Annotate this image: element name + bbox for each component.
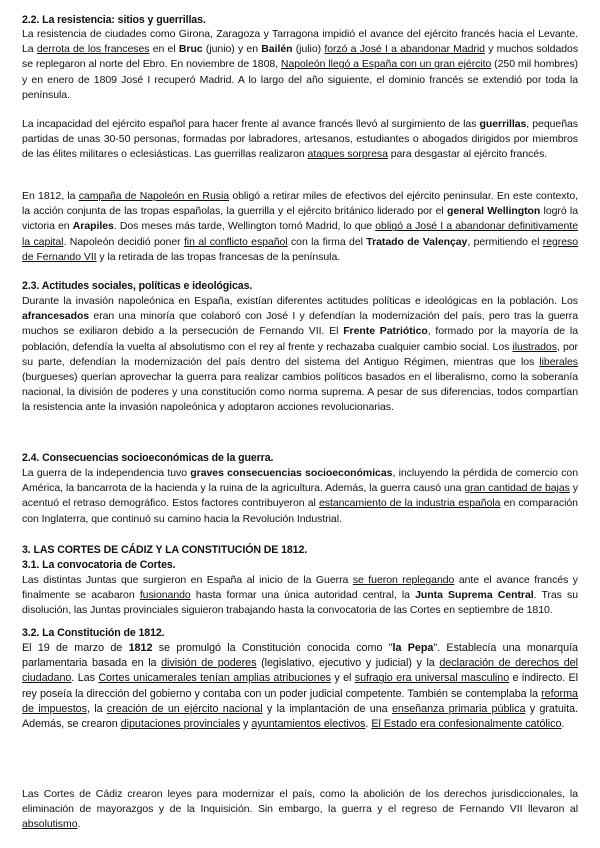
heading-3-1: 3.1. La convocatoria de Cortes. <box>22 559 176 571</box>
bold-term: Frente Patriótico <box>343 325 428 338</box>
bold-term: 1812 <box>128 642 153 654</box>
underlined-term: fusionando <box>139 589 191 602</box>
bold-term: graves consecuencias socioeconómicas <box>190 467 393 479</box>
underlined-term: reforma de impuestos <box>22 687 578 715</box>
text-run: Las Cortes de Cádiz crearon leyes para modernizar el país, como la abolición de los derechos jurisdiccionales, la eliminación de mayorazgos y de la Inquisición. Sin embargo, la guerra y el regreso de Fernando VII llevaron al <box>22 788 578 816</box>
text-run: La incapacidad del ejército español para hacer frente al avance francés llevó al surgimiento de las <box>22 118 480 130</box>
text-run: y la implantación de una <box>262 702 392 715</box>
underlined-term: sufragio era universal masculino <box>354 672 510 685</box>
heading-3: 3. LAS CORTES DE CÁDIZ Y LA CONSTITUCIÓN DE 1812. <box>22 544 308 556</box>
bold-term: Junta Suprema Central <box>415 589 534 602</box>
underlined-term: obligó a José I a abandonar definitivamente la capital <box>22 220 578 248</box>
underlined-term: división de poderes <box>161 657 257 670</box>
underlined-term: enseñanza primaria pública <box>391 702 526 715</box>
text-run: (250 mil hombres) y en enero de 1809 José I recuperó Madrid. A lo largo del año siguiente, el dominio francés se extendió por toda la península. <box>22 58 578 101</box>
bold-term: Tratado de Valençay <box>366 235 468 248</box>
text-run: e indirecto. El rey poseía la dirección del gobierno y contaba con un poder judicial competente. También se contemplaba la <box>22 672 579 700</box>
text-run: y acentuó el retraso demográfico. Estos factores contribuyeron al <box>22 482 578 510</box>
text-run: ante el avance francés y finalmente se acabaron <box>22 574 578 602</box>
paragraph <box>22 787 578 833</box>
text-run: logró la victoria en <box>22 205 578 233</box>
underlined-term: declaración de derechos del ciudadano <box>22 657 578 685</box>
underlined-term: gran cantidad de bajas <box>464 482 570 495</box>
text-run: (legislativo, ejecutivo y judicial) y la <box>256 657 440 670</box>
paragraph <box>22 27 578 103</box>
text-run: se promulgó la Constitución conocida como " <box>152 642 393 654</box>
paragraph <box>22 189 578 265</box>
text-run: . <box>77 818 81 831</box>
text-run: . <box>561 718 565 731</box>
underlined-term: fin al conflicto español <box>183 235 288 248</box>
paragraph <box>22 466 578 527</box>
underlined-term: creación de un ejército nacional <box>106 702 263 715</box>
text-run: y muchos soldados se replegaron al norte del Ebro. En noviembre de 1808, <box>22 43 579 71</box>
heading-3-2: 3.2. La Constitución de 1812. <box>22 627 165 639</box>
text-run: , pequeñas partidas de unas 30-50 personas, formadas por labradores, artesanos, estudiantes o abogados dirigidos por miembros de las élites militares o eclesiásticas. Las guerrillas realizaron <box>22 118 578 161</box>
text-run: , formado por la mayoría de la población, defendía la vuelta al absolutismo con el rey al frente y rechazaba cualquier cambio social. Los <box>22 325 578 353</box>
bold-term: general Wellington <box>447 205 541 218</box>
text-run: En 1812, la <box>22 190 79 202</box>
underlined-term: estancamiento de la industria española <box>318 497 501 510</box>
text-run: y gratuita. Además, se crearon <box>22 702 578 731</box>
paragraph <box>22 641 578 732</box>
text-run: y el <box>331 672 355 685</box>
text-run: La guerra de la independencia tuvo <box>22 467 191 479</box>
text-run: . Napoleón decidió poner <box>63 235 184 248</box>
underlined-term: derrota de los franceses <box>36 43 150 56</box>
bold-term: guerrillas <box>479 118 527 130</box>
heading-2-2: 2.2. La resistencia: sitios y guerrillas. <box>22 14 206 26</box>
bold-term: afrancesados <box>22 310 90 323</box>
underlined-term: ataques sorpresa <box>307 148 388 161</box>
underlined-term: Cortes unicamerales tenían amplias atribuciones <box>98 672 332 685</box>
text-run: . Dos meses más tarde, Wellington tomó Madrid, lo que <box>113 220 376 233</box>
heading-2-4: 2.4. Consecuencias socioeconómicas de la guerra. <box>22 452 274 464</box>
bold-term: Arapiles <box>72 220 114 233</box>
paragraph <box>22 117 578 163</box>
text-run: y la retirada de las tropas francesas de la península. <box>96 250 341 263</box>
bold-term: la Pepa <box>392 642 434 654</box>
paragraph <box>22 294 578 416</box>
text-run: . Tras su disolución, las Juntas provinciales siguieron trabajando hasta la convocatoria de las Cortes en septiembre de 1810. <box>22 589 579 617</box>
text-run: obligó a retirar miles de efectivos del ejército peninsular. En este contexto, la acción conjunta de las tropas españolas, la guerrilla y el ejército británico liderado por el <box>22 190 578 218</box>
text-run: ". Establecía una monarquía parlamentaria basada en la <box>22 642 579 670</box>
text-run: y <box>240 718 252 731</box>
underlined-term: regreso de Fernando VII <box>22 235 579 263</box>
text-run: en el <box>149 43 179 56</box>
underlined-term: ayuntamientos electivos <box>251 718 366 731</box>
underlined-term: El Estado era confesionalmente católico <box>371 718 562 731</box>
underlined-term: forzó a José I a abandonar Madrid <box>324 43 485 56</box>
bold-term: Bailén <box>261 43 293 56</box>
text-run: , permitiendo el <box>467 235 543 248</box>
underlined-term: se fueron replegando <box>352 574 455 586</box>
underlined-term: diputaciones provinciales <box>120 718 241 731</box>
bold-term: Bruc <box>178 43 203 56</box>
text-run: . Las <box>71 672 99 685</box>
text-run: eran una minoría que colaboró con José I y defendían la modernización del país, pero tras la guerra muchos se exiliaron debido a la persecución de Fernando VII. El <box>22 310 578 338</box>
underlined-term: campaña de Napoleón en Rusia <box>78 190 230 202</box>
text-run: , la <box>86 702 107 715</box>
underlined-term: absolutismo <box>22 818 78 831</box>
text-run: (junio) y en <box>202 43 262 56</box>
paragraph <box>22 573 578 619</box>
underlined-term: liberales <box>539 355 578 368</box>
text-run: hasta formar una única autoridad central, la <box>190 589 416 602</box>
heading-2-3: 2.3. Actitudes sociales, políticas e ideológicas. <box>22 280 253 292</box>
text-run: para desgastar al ejército francés. <box>387 148 548 161</box>
underlined-term: Napoleón llegó a España con un gran ejército <box>280 58 492 71</box>
underlined-term: ilustrados <box>512 340 557 353</box>
text-run: Las distintas Juntas que surgieron en España al inicio de la Guerra <box>22 574 353 586</box>
text-run: El 19 de marzo de <box>22 642 129 654</box>
text-run: . <box>365 718 372 731</box>
text-run: (julio) <box>292 43 325 56</box>
text-run: (burgueses) querían aprovechar la guerra para realizar cambios políticos basados en el liberalismo, como la soberanía nacional, la división de poderes y una constitución como norma suprema. A pesar de sus diferencias, todos compartían la resistencia ante la invasión napoleónica y adoptaron acciones revolucionarias. <box>22 371 578 414</box>
text-run: , incluyendo la pérdida de comercio con América, la bancarrota de la hacienda y la ruina de la agricultura. Además, la guerra causó una <box>22 467 579 495</box>
text-run: , por su parte, defendían la modernización del país dentro del sistema del Antiguo Régimen, mientras que los <box>22 340 578 368</box>
text-run: con la firma del <box>287 235 367 248</box>
text-run: Durante la invasión napoleónica en España, existían diferentes actitudes políticas e ideológicas en la población. Los <box>22 295 578 307</box>
text-run: en comparación con Inglaterra, que continuó su camino hacia la Revolución Industrial. <box>22 497 578 525</box>
text-run: La resistencia de ciudades como Girona, Zaragoza y Tarragona impidió el avance del ejército francés hacia el Levante. La <box>22 28 578 56</box>
